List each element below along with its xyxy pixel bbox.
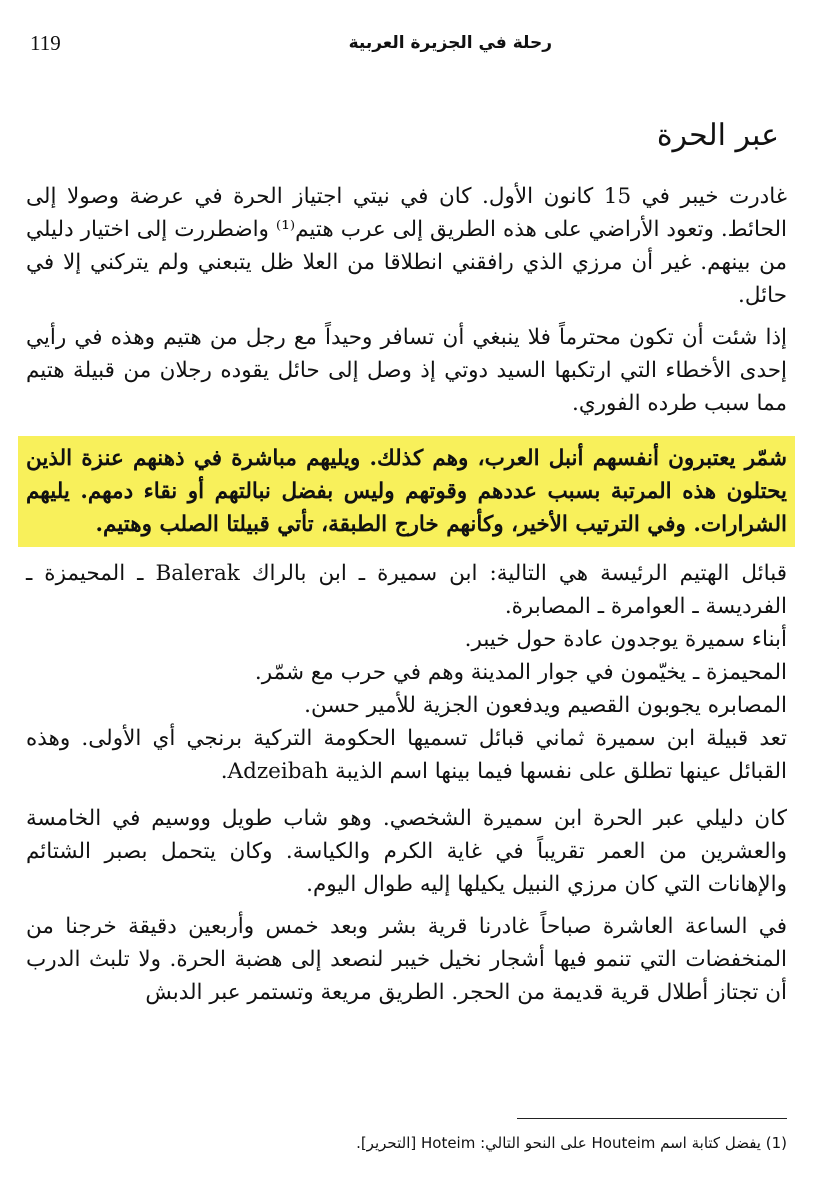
paragraph: في الساعة العاشرة صباحاً غادرنا قرية بشر وبعد خمس وأربعين دقيقة خرجنا من المنخفضات التي تنمو فيها أشجار نخيل خيبر لنصعد إلى هضبة الحرة. ولا تلبث الدرب أن تجتاز أطلال قرية قديمة من الحجر. الطريق مريعة وتستمر عبر الدبش <box>26 914 787 1005</box>
paragraph: إذا شئت أن تكون محترماً فلا ينبغي أن تسافر وحيداً مع رجل من هتيم وهذه في رأيي إحدى الأخطاء التي ارتكبها السيد دوتي إذ وصل إلى حائل يقوده رجلان من قبيلة هتيم مما سبب طرده الفوري. <box>26 325 787 416</box>
tribe-line: أبناء سميرة يوجدون عادة حول خيبر. <box>464 627 787 652</box>
tribe-line: قبائل الهتيم الرئيسة هي التالية: ابن سميرة ـ ابن بالراك Balerak ـ المحيمزة ـ الفرديسة ـ العوامرة ـ المصابرة. <box>26 561 787 619</box>
body-text <box>26 180 787 1018</box>
tribe-line: تعد قبيلة ابن سميرة ثماني قبائل تسميها الحكومة التركية برنجي أي الأولى. وهذه القبائل عينها تطلق على نفسها فيما بينها اسم الذيبة Adzeibah. <box>26 726 787 784</box>
footnote-divider <box>517 1118 787 1119</box>
running-head <box>30 28 787 58</box>
highlighted-paragraph: شمّر يعتبرون أنفسهم أنبل العرب، وهم كذلك. ويليهم مباشرة في ذهنهم عنزة الذين يحتلون هذه المرتبة بسبب عددهم وقوتهم وليس بفضل نبالتهم أو نقاء دمهم. يليهم الشرارات. وفي الترتيب الأخير، وكأنهم خارج الطبقة، تأتي قبيلتا الصلب وهتيم. <box>18 436 795 547</box>
paragraph: كان دليلي عبر الحرة ابن سميرة الشخصي. وهو شاب طويل ووسيم في الخامسة والعشرين من العمر تقريباً في غاية الكرم والكياسة. وكان يتحمل بصبر الشتائم والإهانات التي كان مرزي النبيل يكيلها إليه طوال اليوم. <box>26 806 787 897</box>
tribe-line: المصابره يجوبون القصيم ويدفعون الجزية للأمير حسن. <box>304 693 787 718</box>
page-number: 119 <box>30 30 61 55</box>
paragraph: غادرت خيبر في 15 كانون الأول. كان في نيتي اجتياز الحرة في عرضة وصولا إلى الحائط. وتعود الأراضي على هذه الطريق إلى عرب هتيم⁽¹⁾ واضطررت إلى اختيار دليلي من بينهم. غير أن مرزي الذي رافقني انطلاقا من العلا ظل يتبعني ولم يتركني إلا في حائل. <box>26 184 787 308</box>
chapter-title: عبر الحرة <box>656 118 779 153</box>
footnote: (1) يفضل كتابة اسم Houteim على النحو التالي: Hoteim [التحرير]. <box>356 1134 787 1152</box>
tribe-line: المحيمزة ـ يخيّمون في جوار المدينة وهم في حرب مع شمّر. <box>254 660 787 685</box>
running-title: رحلة في الجزيرة العربية <box>348 33 552 53</box>
